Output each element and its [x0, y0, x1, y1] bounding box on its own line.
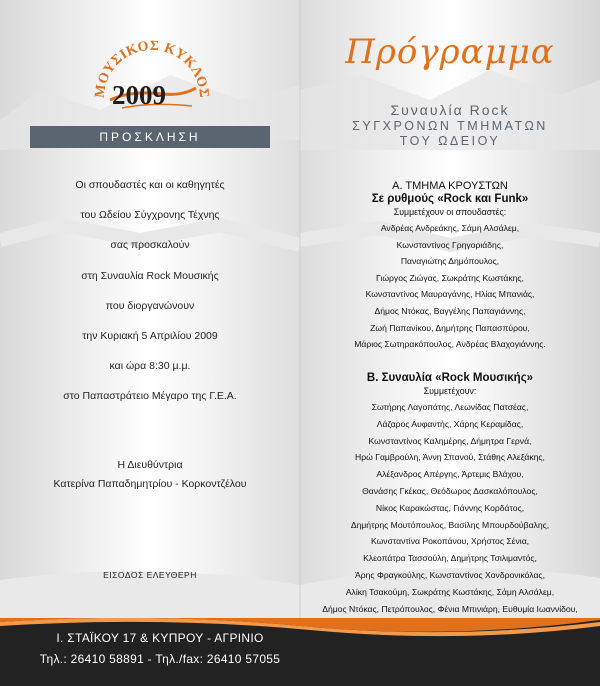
program-section-b [300, 371, 600, 651]
names-line: Κλεοπάτρα Τασσούλη, Δημήτρης Τσιλιμαντός, [363, 553, 537, 564]
section-subheading: Σε ρυθμούς «Rock και Funk» [371, 193, 529, 205]
names-line: Ζωή Παπανίκου, Δημήτρης Παπασπύρου, [370, 322, 530, 333]
participant-names [300, 220, 600, 353]
logo-arc-text: ΜΟΥΣΙΚΟΣ ΚΥΚΛΟΣ [92, 38, 210, 99]
concert-title-line: ΣΥΓΧΡΟΝΩΝ ΤΜΗΜΑΤΩΝ [352, 119, 548, 133]
invitation-line: Οι σπουδαστές και οι καθηγητές [75, 179, 225, 191]
participant-names [300, 399, 600, 651]
invitation-line: του Ωδείου Σύγχρονης Τέχνης [80, 209, 220, 222]
names-line: Κωνσταντίνος Μαυραγάνης, Ηλίας Μπανιάς, [365, 289, 535, 300]
concert-title [300, 102, 600, 148]
participants-label: Συμμετέχουν οι σπουδαστές: [393, 207, 507, 217]
names-line: Άρης Φραγκούλης, Κωνσταντίνος Χονδρονικόλας, [355, 569, 545, 580]
concert-title-line: ΤΟΥ ΩΔΕΙΟΥ [399, 134, 501, 148]
names-line: Δημήτρης Μουτόπουλος, Βασίλης Μπουρδούβαλης, [350, 519, 550, 530]
names-line: Θανάσης Γκέκας, Θεόδωρος Δασκαλόπουλος, [362, 485, 538, 496]
names-line: Αλίκη Τσακούμη, Σωκράτης Κωστάκης, Σάμη Αλσάλεμ, [345, 586, 555, 597]
names-line: Νίκος Καρακώστας, Γιάννης Κορδάτος, [375, 502, 525, 513]
participants-label: Συμμετέχουν: [423, 386, 477, 396]
names-line: Δήμος Ντόκας, Πετρόπουλος, Φένια Μπινιάρη, Ευθυμία Ιωαννίδου, [322, 603, 578, 614]
invitation-line: την Κυριακή 5 Απριλίου 2009 [82, 330, 218, 343]
footer-phones: Τηλ.: 26410 58891 - Τηλ./fax: 26410 57055 [39, 652, 281, 666]
names-line: Κωνσταντίνα Ροκοπάνου, Χρήστος Σένια, [370, 536, 530, 547]
names-line: Μάριος Σωτηρακόπουλος, Ανδρέας Βλαχογιάννης. [354, 339, 546, 350]
names-line: Κωνσταντίνος Καλημέρης, Δήμητρα Γερνά, [368, 435, 532, 446]
logo [92, 28, 210, 118]
names-line: Γιώργος Ζιώγας, Σωκράτης Κωστάκης, [376, 272, 524, 283]
section-heading: Α. ΤΜΗΜΑ ΚΡΟΥΣΤΩΝ [392, 180, 508, 192]
signer-name: Κατερίνα Παπαδημητρίου - Κορκοντζέλου [53, 478, 247, 490]
concert-title-line: Συναυλία Rock [390, 102, 510, 118]
invitation-line: που διοργανώνουν [105, 299, 195, 312]
invitation-line: στη Συναυλία Rock Μουσικής [81, 269, 219, 282]
section-heading: Β. Συναυλία «Rock Μουσικής» [366, 372, 534, 384]
invitation-line: στο Παπαστράτειο Μέγαρο της Γ.Ε.Α. [63, 390, 237, 403]
names-line: Ανδρέας Ανδρεάκης, Σάμη Αλσάλεμ, [380, 223, 520, 233]
signature-block [30, 456, 270, 494]
invitation-text [30, 170, 270, 412]
names-line: Δήμος Ντόκας, Βαγγέλης Παπαγιάννης, [374, 305, 526, 316]
signer-role: Η Διευθύντρια [117, 459, 183, 471]
invitation-line: σας προσκαλούν [110, 239, 190, 252]
invitation-title: ΠΡΟΣΚΛΗΣΗ [30, 126, 270, 148]
names-line: Αλέξανδρος Απέργης, Άρτεμις Βλάχου, [376, 469, 524, 480]
names-line: Λάζαρος Αυφαντής, Χάρης Κεραμίδας, [376, 418, 524, 429]
program-section-a [300, 180, 600, 353]
logo-year: 2009 [112, 80, 166, 110]
names-line: Κωνσταντίνος Γρηγοριάδης, [396, 239, 504, 250]
invitation-line: και ώρα 8:30 μ.μ. [109, 360, 191, 373]
program-title: Πρόγραμμα [345, 32, 555, 72]
names-line: Σωτήρης Λαγοπάτης, Λεωνίδας Πατσέας, [371, 402, 529, 412]
footer-address: Ι. ΣΤΑΪΚΟΥ 17 & ΚΥΠΡΟΥ - ΑΓΡΙΝΙΟ [56, 631, 264, 645]
names-line: Ηρώ Γαμβρούλη, Άννη Σπανού, Στάθης Αλεξάκης, [355, 452, 545, 463]
names-line: Παναγιώτης Δημόπουλος, [400, 256, 500, 267]
free-entry-note: ΕΙΣΟΔΟΣ ΕΛΕΥΘΕΡΗ [103, 570, 197, 580]
